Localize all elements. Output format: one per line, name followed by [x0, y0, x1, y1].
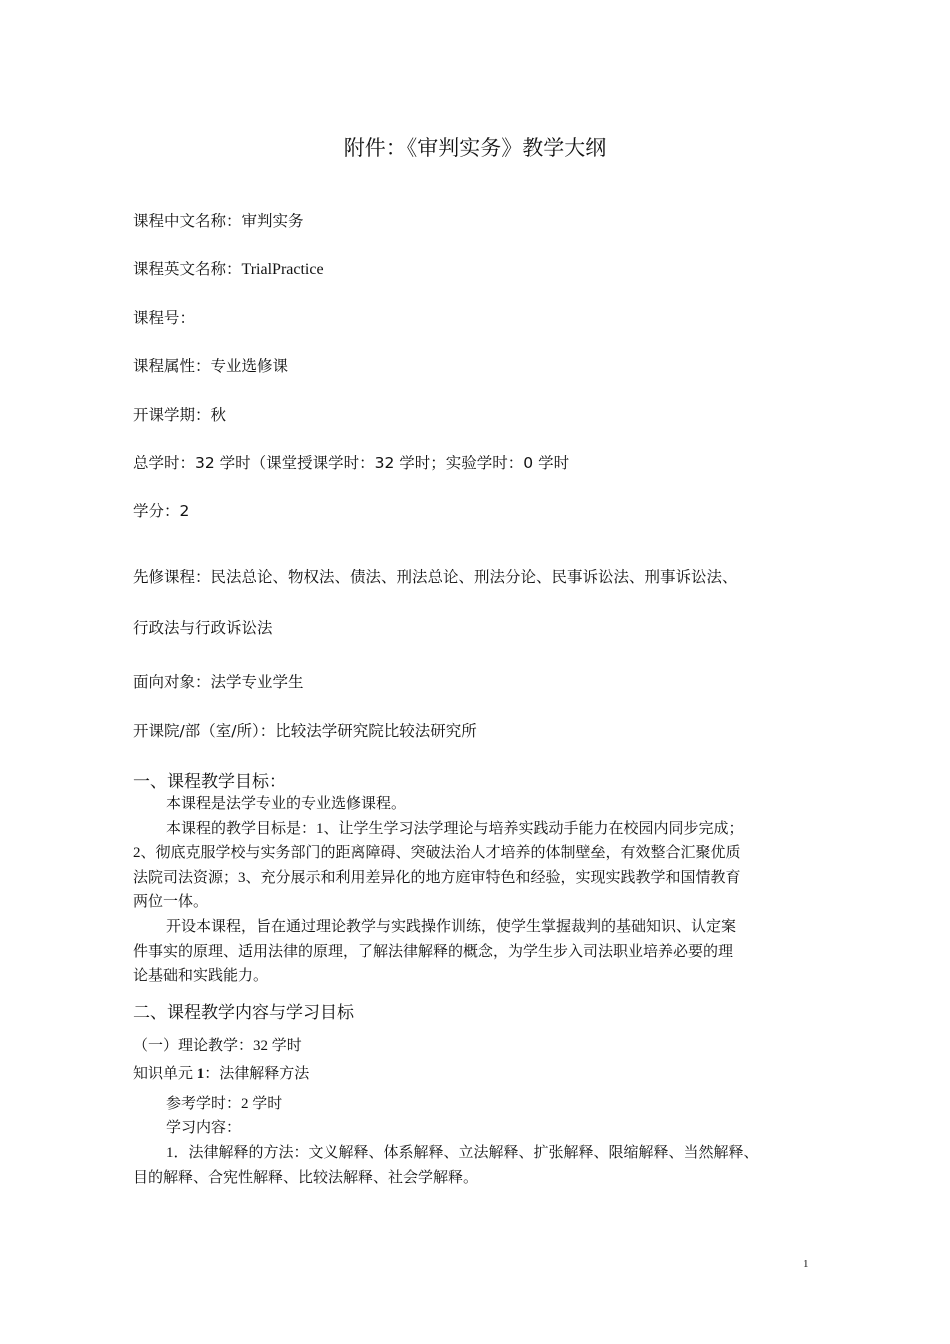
course-number: 课程号：: [133, 309, 196, 327]
reference-hours: 参考学时：2 学时: [166, 1096, 283, 1112]
section-2-heading: 二、课程教学内容与学习目标: [133, 1003, 354, 1023]
section-1-paragraph-line: 两位一体。: [133, 894, 209, 910]
document-title: 附件：《审判实务》教学大纲: [343, 136, 607, 160]
knowledge-unit-title: [133, 1062, 309, 1083]
course-english-name-label: 课程英文名称：: [133, 260, 242, 278]
section-1-heading: 一、课程教学目标：: [133, 772, 286, 792]
prerequisites-line-2: 行政法与行政诉讼法: [133, 619, 273, 637]
knowledge-unit-label: 知识单元: [133, 1066, 197, 1082]
course-chinese-name: 课程中文名称：审判实务: [133, 212, 304, 230]
course-credits: 学分：2: [133, 502, 190, 520]
target-audience: 面向对象：法学专业学生: [133, 673, 304, 691]
knowledge-unit-name: ：法律解释方法: [204, 1066, 310, 1082]
knowledge-unit-number: 1: [196, 1066, 205, 1082]
section-1-paragraph-line: 论基础和实践能力。: [133, 968, 269, 984]
prerequisites-line-1: 先修课程：民法总论、物权法、债法、刑法总论、刑法分论、民事诉讼法、刑事诉讼法、: [133, 568, 738, 586]
section-1-paragraph-line: 2、彻底克服学校与实务部门的距离障碍、突破法治人才培养的体制壁垒，有效整合汇聚优质: [133, 845, 741, 861]
course-attribute: 课程属性：专业选修课: [133, 357, 289, 375]
section-1-paragraph-line: 件事实的原理、适用法律的原理，了解法律解释的概念，为学生步入司法职业培养必要的理: [133, 944, 734, 960]
offering-department: 开课院/部（室/所）：比较法学研究院比较法研究所: [133, 722, 477, 740]
page-number: 1: [803, 1258, 809, 1270]
section-1-paragraph-line: 法院司法资源；3、充分展示和利用差异化的地方庭审特色和经验，实现实践教学和国情教育: [133, 870, 741, 886]
learning-content-line: 1．法律解释的方法：文义解释、体系解释、立法解释、扩张解释、限缩解释、当然解释、: [166, 1145, 759, 1161]
course-total-hours: 总学时：32 学时（课堂授课学时：32 学时；实验学时：0 学时: [133, 454, 570, 472]
section-1-paragraph-line: 本课程是法学专业的专业选修课程。: [166, 796, 407, 812]
course-english-name: [133, 257, 324, 279]
learning-content-label: 学习内容：: [166, 1120, 242, 1136]
course-semester: 开课学期：秋: [133, 406, 227, 424]
learning-content-line: 目的解释、合宪性解释、比较法解释、社会学解释。: [133, 1170, 479, 1186]
course-english-name-value: TrialPractice: [241, 261, 324, 278]
section-1-paragraph-line: 开设本课程，旨在通过理论教学与实践操作训练，使学生掌握裁判的基础知识、认定案: [166, 919, 737, 935]
theory-teaching-hours: （一）理论教学：32 学时: [133, 1038, 302, 1054]
section-1-paragraph-line: 本课程的教学目标是：1、让学生学习法学理论与培养实践动手能力在校园内同步完成；: [166, 821, 744, 837]
